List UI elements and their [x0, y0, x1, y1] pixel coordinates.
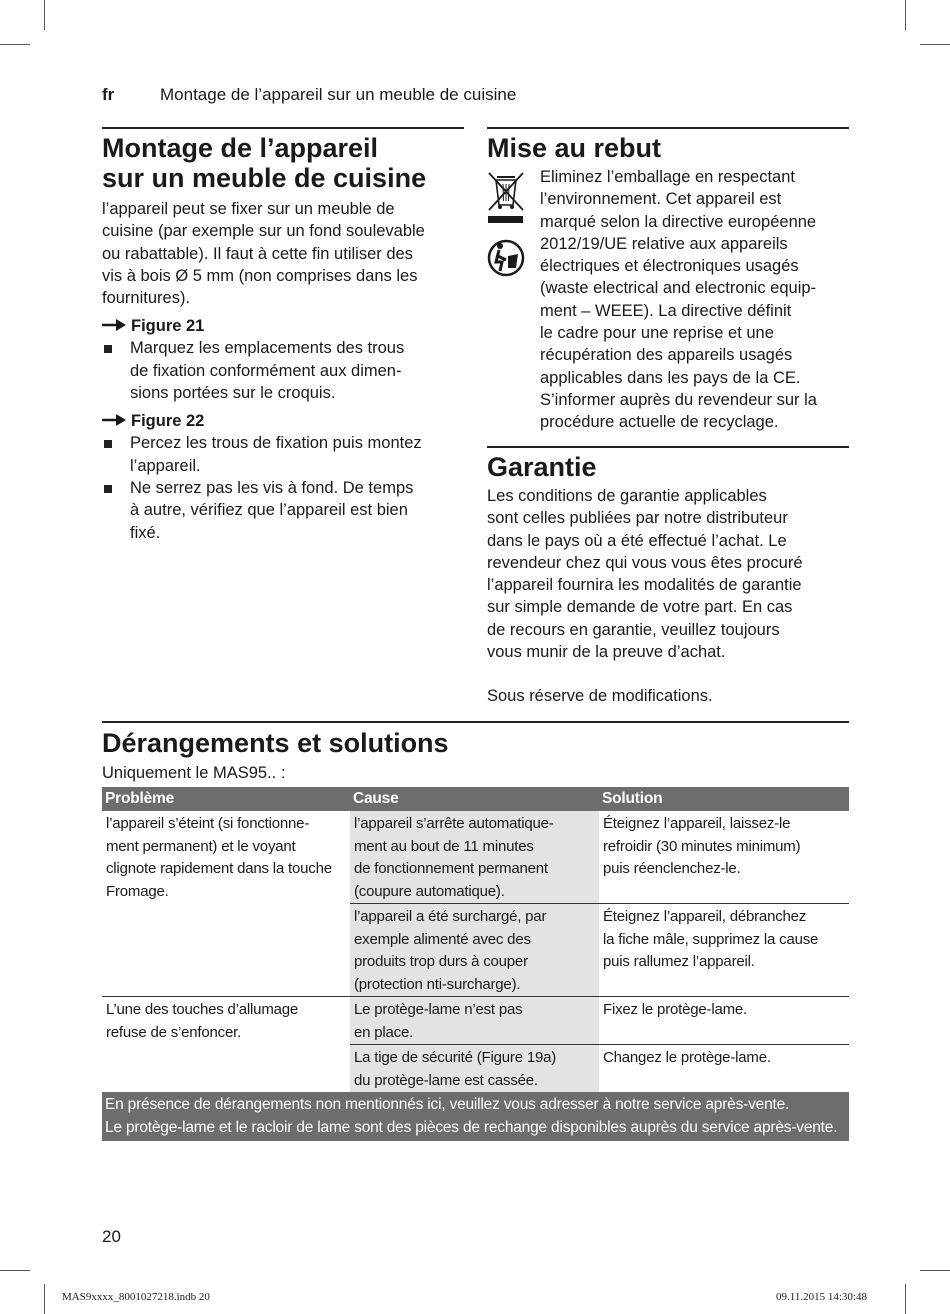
section-rule: [102, 127, 464, 129]
step-mark-holes: Marquez les emplacements des trous de fixation conformément aux dimen- sions portées sur le croquis.: [102, 337, 467, 404]
arrow-right-icon: [102, 410, 126, 432]
crop-mark: [905, 0, 906, 30]
rebut-text: Eliminez l’emballage en respectant l’environnement. Cet appareil est marqué selon la directive européenne 2012/19/UE relative aux appareils électriques et électroniques usagés (waste electrical and electronic equip- ment – WEEE). La directive définit le cadre pour une reprise et une récupération des appareils usagés applicables dans les pays de la CE. S’informer auprès du revendeur sur la procédure actuelle de recyclage.: [540, 168, 817, 432]
print-file-info: MAS9xxxx_8001027218.indb 20: [62, 1291, 210, 1303]
crop-mark: [920, 1270, 950, 1271]
table-footer-note: En présence de dérangements non mentionnés ici, veuillez vous adresser à notre service après-vente. Le protège-lame et le racloir de lame sont des pièces de rechange disponibles auprès du service après-vente.: [102, 1092, 849, 1141]
figure-22-reference: Figure 22: [102, 410, 467, 432]
garantie-text: Les conditions de garantie applicables sont celles publiées par notre distributeur dans le pays où a été effectué l’achat. Le revendeur chez qui vous vous êtes procuré l’appareil fournira les modalités de garantie sur simple demande de votre part. En cas de recours en garantie, veuillez toujours vous munir de la preuve d’achat.: [487, 487, 803, 662]
rebut-section: [487, 133, 852, 163]
reserve-note: Sous réserve de modifications.: [487, 687, 713, 706]
solution-cell: Fixez le protège-lame.: [599, 997, 849, 1045]
problem-cell: L’une des touches d’allumage refuse de s’enfoncer.: [102, 997, 350, 1093]
section-rule: [487, 127, 849, 129]
table-footer-row: [102, 1092, 849, 1141]
rebut-title: Mise au rebut: [487, 133, 662, 163]
step-drill-holes: Percez les trous de fixation puis montez l’appareil.: [102, 432, 467, 477]
weee-bin-icon: [486, 170, 526, 280]
column-header: Cause: [350, 787, 599, 811]
section-rule: [487, 446, 849, 448]
figure-21-reference: Figure 21: [102, 315, 467, 337]
table-row: [102, 811, 849, 904]
montage-intro: l’appareil peut se fixer sur un meuble de cuisine (par exemple sur un fond soulevable ou rabattable). Il faut à cette fin utiliser des vis à bois Ø 5 mm (non comprises dans les fournitures).: [102, 200, 425, 308]
troubleshooting-table: [102, 787, 849, 1141]
montage-section: [102, 133, 467, 544]
table-header-row: [102, 787, 849, 811]
derangements-subtitle: Uniquement le MAS95.. :: [102, 764, 286, 782]
section-rule: [102, 721, 849, 723]
arrow-right-icon: [102, 315, 126, 337]
solution-cell: Éteignez l’appareil, laissez-le refroidir (30 minutes minimum) puis réenclenchez-le.: [603, 815, 801, 877]
cause-cell: l’appareil s’arrête automatique- ment au bout de 11 minutes de fonctionnement permanent (coupure automatique).: [350, 811, 599, 904]
cause-cell: Le protège-lame n’est pas en place.: [350, 997, 599, 1045]
cause-cell: La tige de sécurité (Figure 19a) du protège-lame est cassée.: [350, 1045, 599, 1093]
crop-mark: [920, 44, 950, 45]
garantie-section: [487, 452, 852, 708]
table-row: [102, 997, 849, 1045]
derangements-section: [102, 728, 849, 784]
weee-icons: [486, 170, 526, 285]
crop-mark: [0, 44, 30, 45]
bullet-square-icon: [102, 432, 130, 477]
derangements-title: Dérangements et solutions: [102, 728, 449, 758]
print-date-info: 09.11.2015 14:30:48: [776, 1291, 867, 1303]
problem-cell: l’appareil s’éteint (si fonctionne- ment permanent) et le voyant clignote rapidement dans la touche Fromage.: [106, 815, 332, 900]
column-header: Solution: [599, 787, 849, 811]
cause-cell: l’appareil a été surchargé, par exemple alimenté avec des produits trop durs à couper (protection nti-surcharge).: [350, 904, 599, 997]
montage-title: Montage de l’appareil sur un meuble de cuisine: [102, 133, 427, 193]
column-header: Problème: [102, 787, 350, 811]
solution-cell: Éteignez l’appareil, débranchez la fiche mâle, supprimez la cause puis rallumez l’appareil.: [599, 904, 849, 997]
language-code: fr: [102, 85, 115, 104]
bullet-square-icon: [102, 477, 130, 544]
crop-mark: [44, 0, 45, 30]
running-header: Montage de l’appareil sur un meuble de cuisine: [160, 85, 517, 104]
crop-mark: [0, 1270, 30, 1271]
crop-mark: [905, 1284, 906, 1314]
crop-mark: [44, 1284, 45, 1314]
bullet-square-icon: [102, 337, 130, 404]
garantie-title: Garantie: [487, 452, 597, 482]
solution-cell: Changez le protège-lame.: [599, 1045, 849, 1093]
step-do-not-overtighten: Ne serrez pas les vis à fond. De temps à autre, vérifiez que l’appareil est bien fixé.: [102, 477, 467, 544]
page-number: 20: [102, 1227, 121, 1246]
